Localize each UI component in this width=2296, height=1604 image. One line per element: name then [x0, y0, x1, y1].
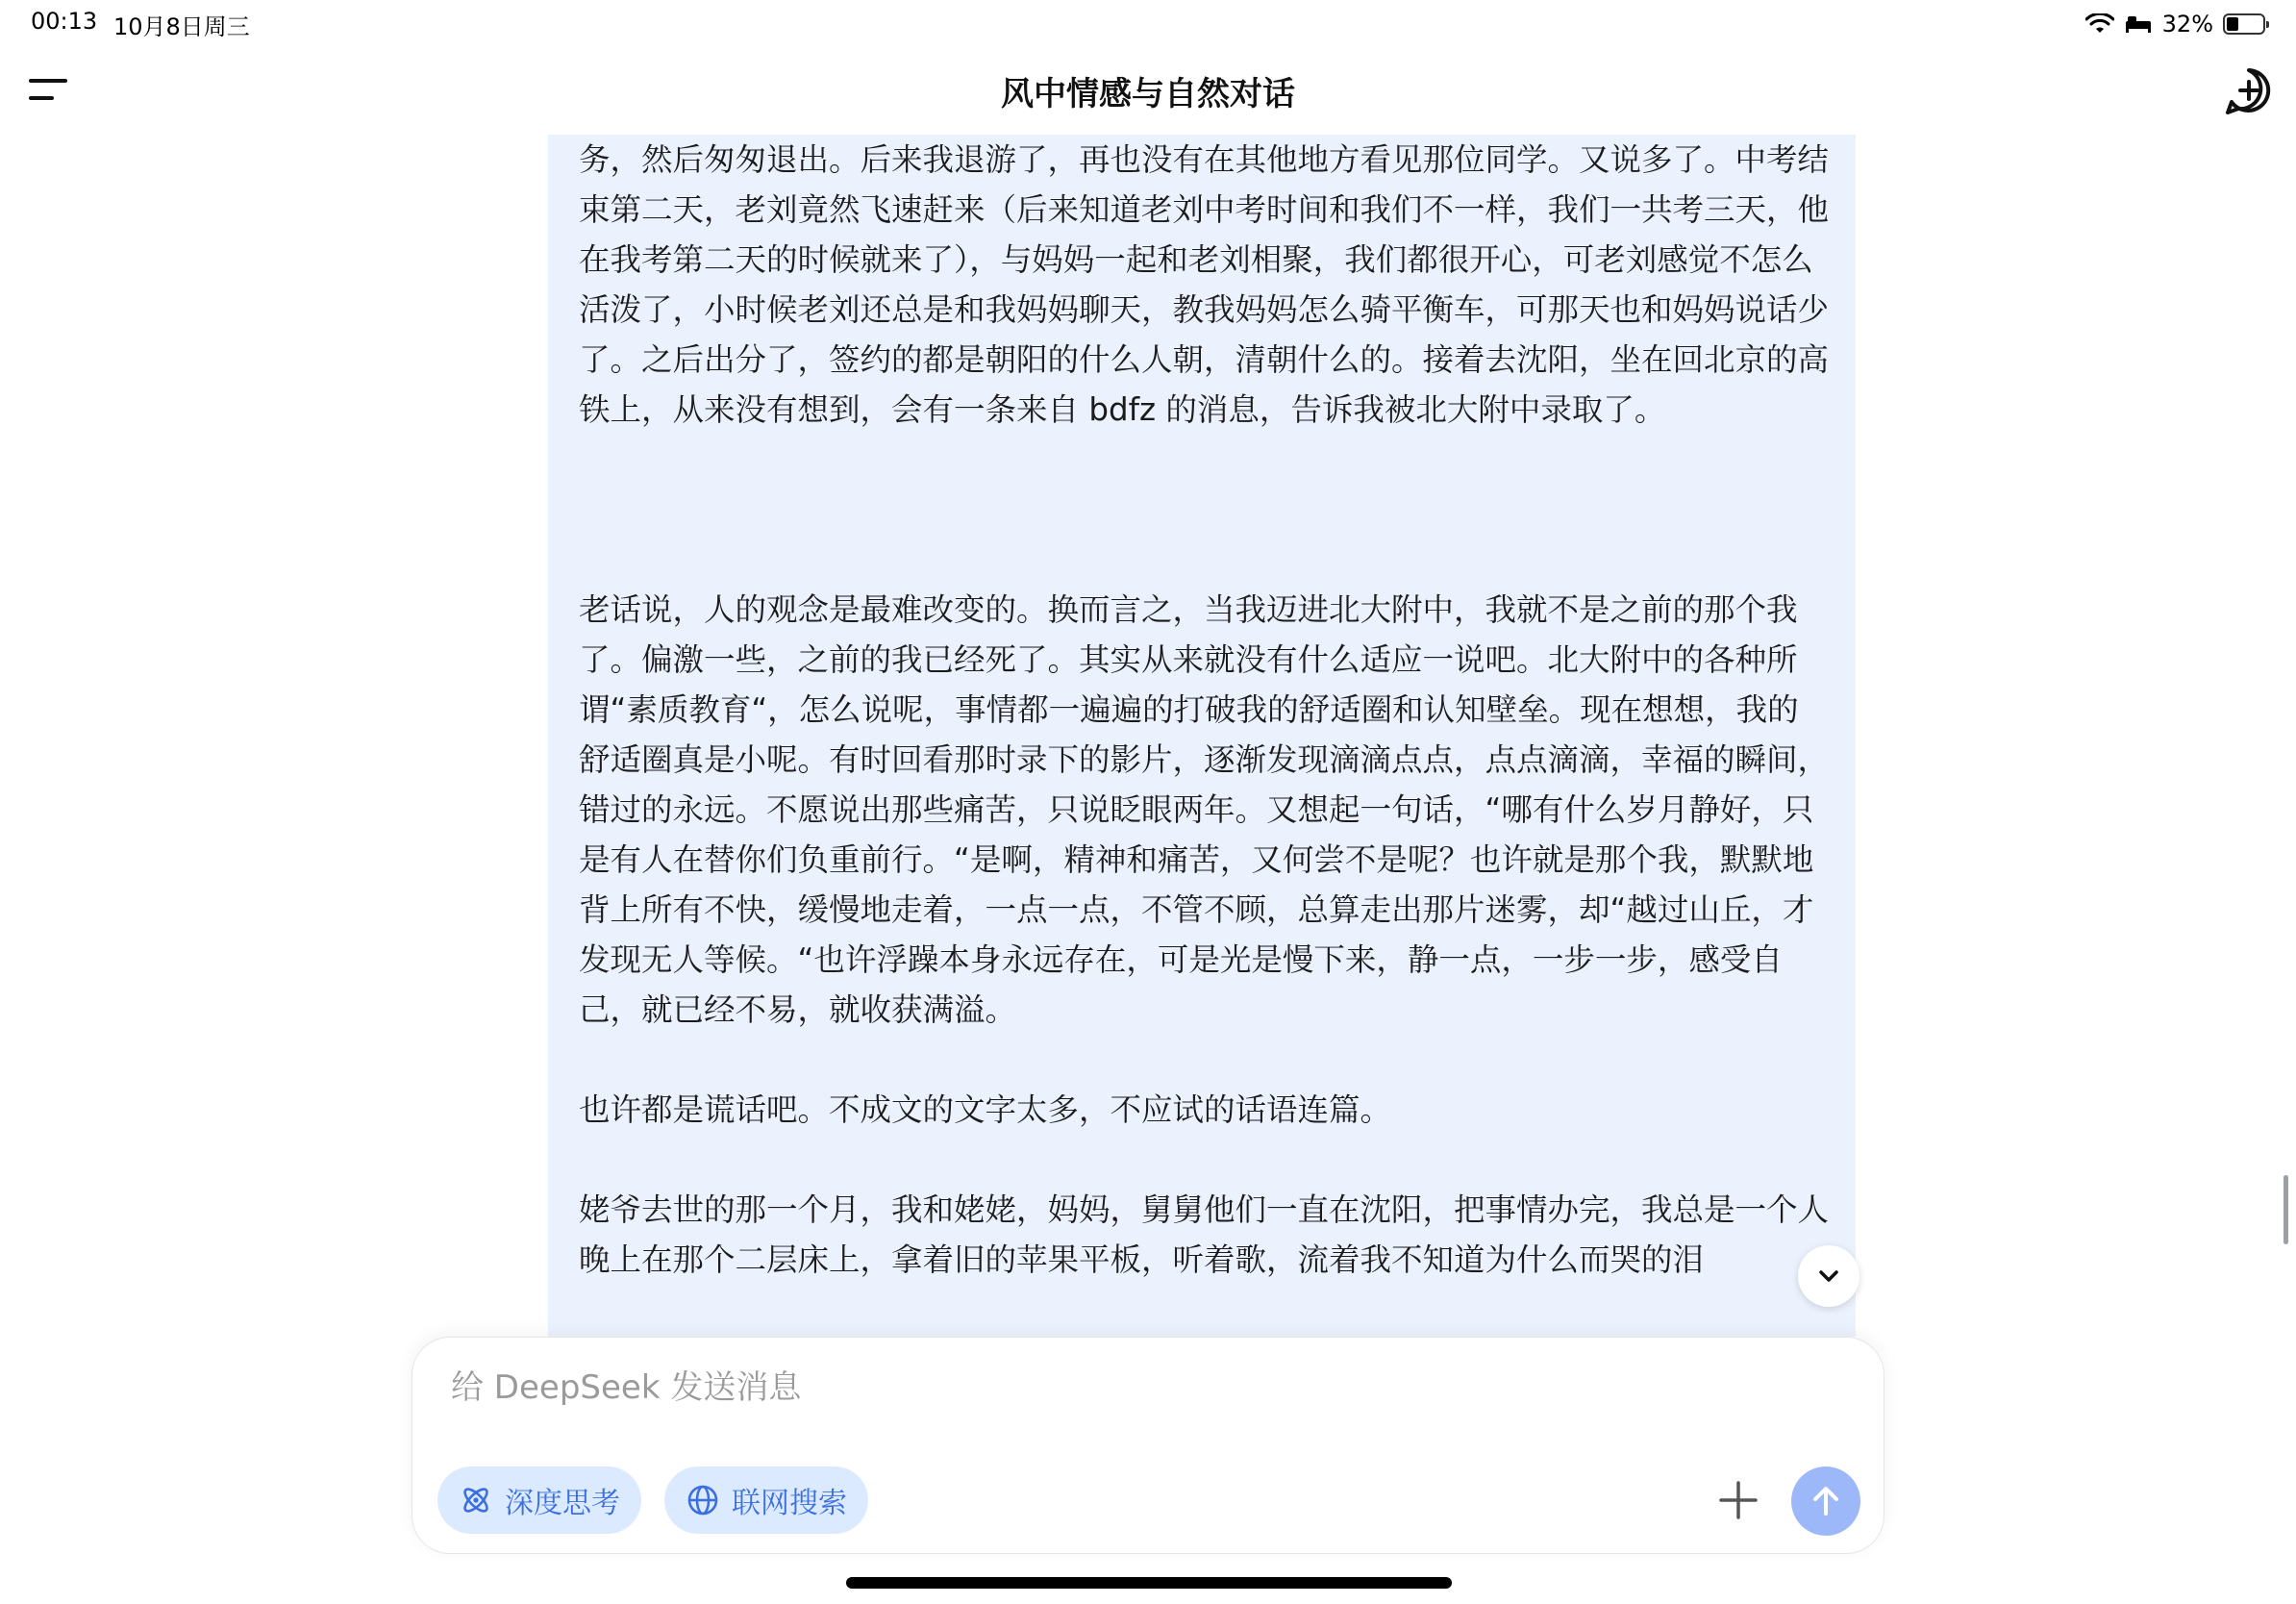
message-paragraph — [579, 1035, 1829, 1085]
battery-percent: 32% — [2161, 11, 2213, 38]
chevron-down-icon — [1814, 1262, 1843, 1291]
web-search-toggle[interactable] — [664, 1466, 868, 1534]
wifi-icon — [2085, 13, 2114, 35]
new-chat-icon — [2223, 65, 2275, 117]
message-paragraph — [579, 435, 1829, 485]
message-paragraph — [579, 485, 1829, 535]
message-paragraph — [579, 1135, 1829, 1185]
page-title: 风中情感与自然对话 — [1001, 75, 1295, 113]
scroll-to-bottom-button[interactable] — [1798, 1245, 1859, 1307]
battery-level — [2227, 17, 2238, 31]
deep-think-label: 深度思考 — [505, 1487, 620, 1520]
message-paragraph: 也许都是谎话吧。不成文的文字太多，不应试的话语连篇。 — [579, 1091, 1392, 1128]
plus-icon — [1714, 1476, 1762, 1524]
message-composer — [412, 1337, 1884, 1554]
message-paragraph — [579, 535, 1829, 585]
status-indicators — [2085, 8, 2265, 40]
message-paragraph: 姥爷去世的那一个月，我和姥姥，妈妈，舅舅他们一直在沈阳，把事情办完，我总是一个人晚上在那个二层床上，拿着旧的苹果平板，听着歌，流着我不知道为什么而哭的泪 — [579, 1191, 1830, 1278]
status-time: 00:13 — [31, 8, 98, 35]
battery-icon — [2223, 13, 2265, 35]
globe-icon — [686, 1483, 720, 1517]
send-button[interactable] — [1791, 1466, 1860, 1536]
user-message-bubble[interactable] — [548, 135, 1856, 1337]
status-bar — [0, 0, 2296, 48]
message-paragraph: 务，然后匆匆退出。后来我退游了，再也没有在其他地方看见那位同学。又说多了。中考结束第二天，老刘竟然飞速赶来（后来知道老刘中考时间和我们不一样，我们一共考三天，他在我考第二天的时候就来了），与妈妈一起和老刘相聚，我们都很开心，可老刘感觉不怎么活泼了，小时候老刘还总是和我妈妈聊天，教我妈妈怎么骑平衡车，可那天也和妈妈说话少了。之后出分了，签约的都是朝阳的什么人朝，清朝什么的。接着去沈阳，坐在回北京的高铁上，从来没有想到，会有一条来自 bdfz 的消息，告诉我被北大附中录取了。 — [579, 141, 1830, 428]
message-paragraph: 老话说，人的观念是最难改变的。换而言之，当我迈进北大附中，我就不是之前的那个我了。偏激一些，之前的我已经死了。其实从来就没有什么适应一说吧。北大附中的各种所谓“素质教育“，怎么说呢，事情都一遍遍的打破我的舒适圈和认知壁垒。现在想想，我的舒适圈真是小呢。有时回看那时录下的影片，逐渐发现滴滴点点，点点滴滴，幸福的瞬间，错过的永远。不愿说出那些痛苦，只说眨眼两年。又想起一句话，“哪有什么岁月静好，只是有人在替你们负重前行。“是啊，精神和痛苦，又何尝不是呢？也许就是那个我，默默地背上所有不快，缓慢地走着，一点一点，不管不顾，总算走出那片迷雾，却“越过山丘，才发现无人等候。“也许浮躁本身永远存在，可是光是慢下来，静一点，一步一步，感受自己，就已经不易，就收获满溢。 — [579, 591, 1830, 1028]
attach-button[interactable] — [1714, 1476, 1762, 1524]
atom-icon — [459, 1483, 493, 1517]
arrow-up-icon — [1809, 1484, 1843, 1518]
home-indicator[interactable] — [846, 1577, 1452, 1589]
deep-think-toggle[interactable] — [437, 1466, 641, 1534]
web-search-label: 联网搜索 — [732, 1487, 847, 1520]
chat-header — [0, 48, 2296, 135]
sleep-focus-icon — [2124, 13, 2153, 35]
scrollbar[interactable] — [2284, 1175, 2288, 1244]
message-text — [579, 135, 1829, 1285]
message-input[interactable] — [449, 1363, 1703, 1413]
new-chat-button[interactable] — [2223, 65, 2275, 117]
status-date: 10月8日周三 — [113, 13, 250, 40]
